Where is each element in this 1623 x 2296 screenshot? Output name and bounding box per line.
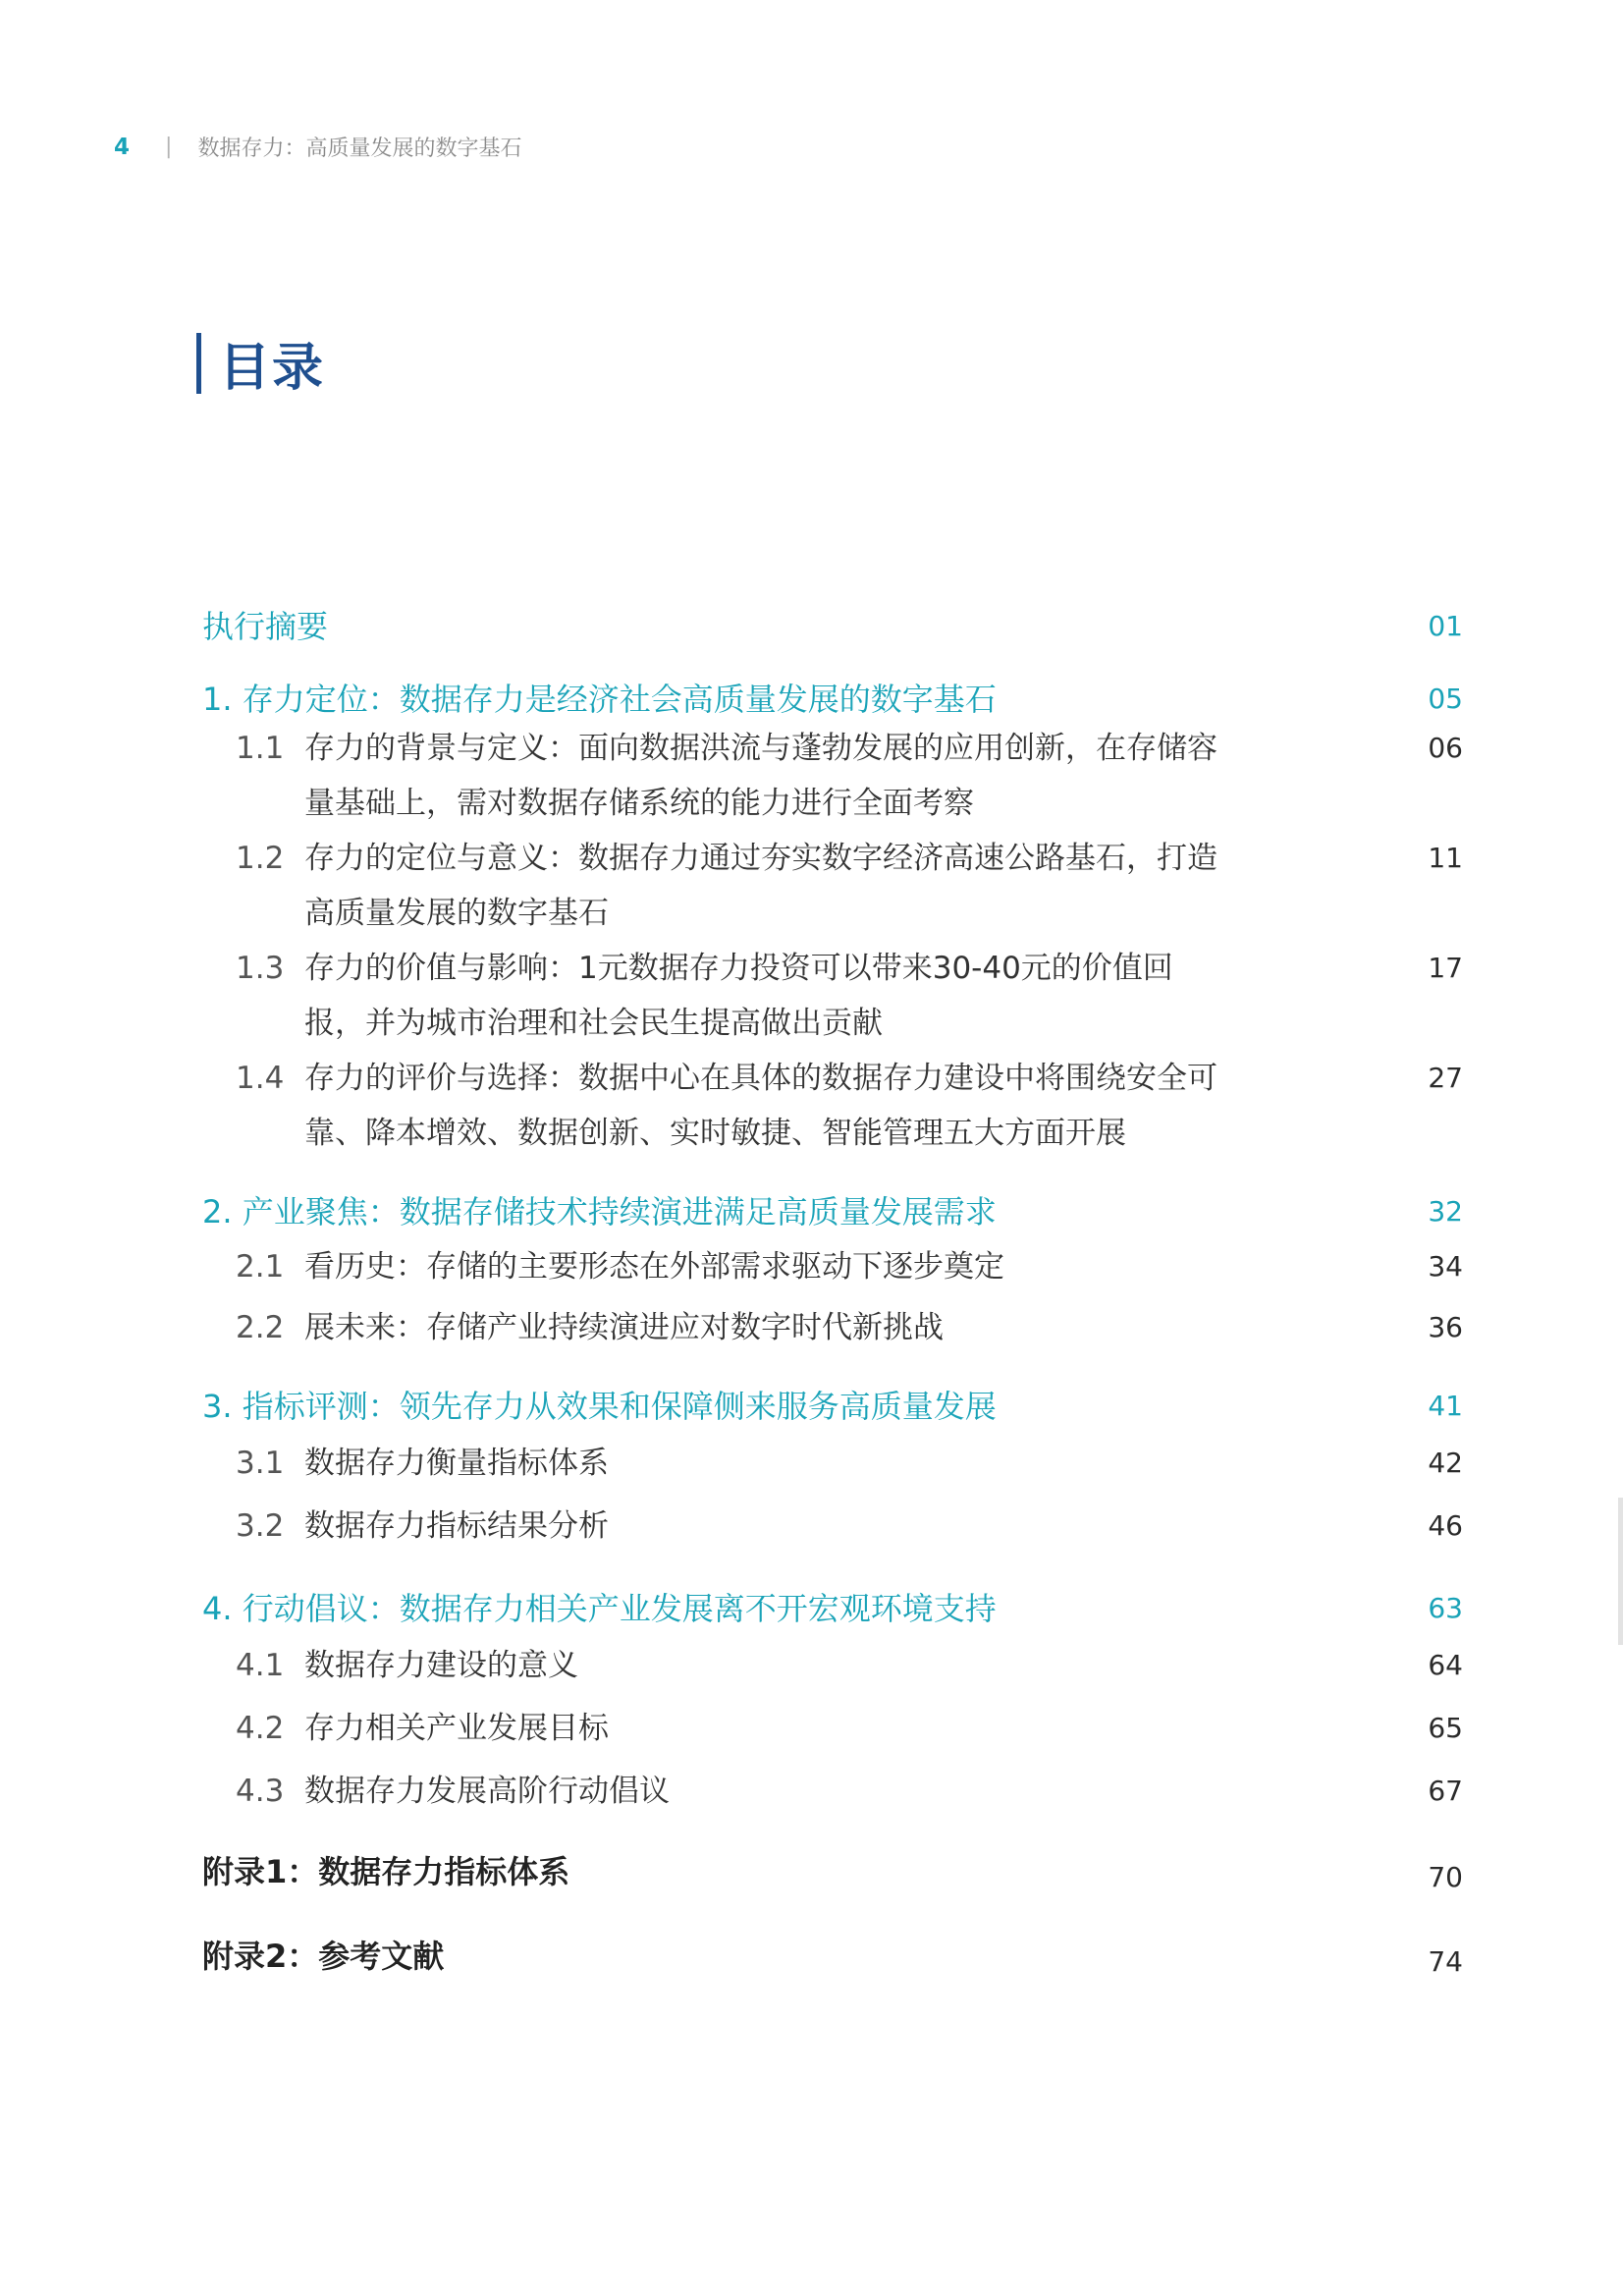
toc-entry-number: 4.3 bbox=[236, 1774, 285, 1809]
toc-entry-page: 70 bbox=[1428, 1861, 1463, 1893]
toc-entry-text: 存力的定位与意义：数据存力通过夯实数字经济高速公路基石，打造高质量发展的数字基石 bbox=[304, 841, 1217, 931]
edge-tab-marker bbox=[1618, 1498, 1623, 1645]
toc-entry-page: 64 bbox=[1428, 1649, 1463, 1681]
toc-entry-page: 36 bbox=[1428, 1311, 1463, 1343]
toc-entry-1-3[interactable] bbox=[202, 941, 1463, 1051]
toc-entry-page: 42 bbox=[1428, 1447, 1463, 1479]
toc-entry-text: 数据存力发展高阶行动倡议 bbox=[304, 1774, 670, 1809]
toc-entry-number: 4.2 bbox=[236, 1711, 285, 1746]
toc-entry-number: 1.3 bbox=[236, 951, 285, 986]
toc-entry-label bbox=[236, 1764, 1217, 1819]
toc-entry-page: 63 bbox=[1428, 1592, 1463, 1624]
toc-entry-label bbox=[236, 1239, 1217, 1294]
toc-entry-page: 74 bbox=[1428, 1945, 1463, 1978]
toc-entry-number: 1.4 bbox=[236, 1061, 285, 1096]
toc-entry-1-4[interactable] bbox=[202, 1051, 1463, 1161]
toc-entry-label: 1. 存力定位：数据存力是经济社会高质量发展的数字基石 bbox=[202, 681, 997, 718]
toc-entry-label: 3. 指标评测：领先存力从效果和保障侧来服务高质量发展 bbox=[202, 1388, 997, 1425]
toc-entry-3-2[interactable] bbox=[202, 1499, 1463, 1554]
toc-entry-4-3[interactable] bbox=[202, 1764, 1463, 1819]
toc-entry-label bbox=[236, 1051, 1217, 1161]
header-divider: | bbox=[165, 135, 173, 159]
toc-entry-label bbox=[236, 1499, 1217, 1554]
toc-entry-number: 3.2 bbox=[236, 1508, 285, 1544]
toc-entry-page: 17 bbox=[1428, 952, 1463, 984]
page-number: 4 bbox=[114, 134, 131, 160]
toc-entry-appendix-1[interactable] bbox=[202, 1850, 1463, 1905]
toc-entry-2-2[interactable] bbox=[202, 1300, 1463, 1355]
toc-entry-number: 2.2 bbox=[236, 1310, 285, 1345]
toc-entry-4-2[interactable] bbox=[202, 1701, 1463, 1756]
toc-entry-label bbox=[236, 1300, 1217, 1355]
toc-entry-label: 附录2：参考文献 bbox=[202, 1938, 445, 1975]
toc-entry-number: 1.1 bbox=[236, 731, 285, 766]
toc-entry-text: 数据存力指标结果分析 bbox=[304, 1508, 609, 1544]
toc-entry-number: 1.2 bbox=[236, 841, 285, 876]
toc-entry-section-1[interactable] bbox=[202, 678, 1463, 721]
toc-entry-3-1[interactable] bbox=[202, 1436, 1463, 1491]
toc-entry-text: 存力相关产业发展目标 bbox=[304, 1711, 609, 1746]
toc-entry-text: 展未来：存储产业持续演进应对数字时代新挑战 bbox=[304, 1310, 944, 1345]
toc-entry-number: 4.1 bbox=[236, 1648, 285, 1683]
toc-entry-text: 数据存力衡量指标体系 bbox=[304, 1446, 609, 1481]
toc-entry-text: 存力的评价与选择：数据中心在具体的数据存力建设中将围绕安全可靠、降本增效、数据创新、实时敏捷、智能管理五大方面开展 bbox=[304, 1061, 1217, 1151]
toc-entry-label bbox=[236, 831, 1217, 941]
toc-entry-section-3[interactable] bbox=[202, 1385, 1463, 1428]
toc-entry-text: 数据存力建设的意义 bbox=[304, 1648, 578, 1683]
toc-entry-label: 4. 行动倡议：数据存力相关产业发展离不开宏观环境支持 bbox=[202, 1590, 997, 1627]
toc-entry-label bbox=[236, 1701, 1217, 1756]
toc-entry-page: 46 bbox=[1428, 1509, 1463, 1542]
toc-entry-number: 3.1 bbox=[236, 1446, 285, 1481]
toc-entry-label: 2. 产业聚焦：数据存储技术持续演进满足高质量发展需求 bbox=[202, 1193, 997, 1230]
toc-entry-page: 05 bbox=[1428, 683, 1463, 715]
toc-entry-label bbox=[236, 941, 1217, 1051]
toc-entry-page: 41 bbox=[1428, 1390, 1463, 1422]
toc-entry-section-4[interactable] bbox=[202, 1587, 1463, 1630]
toc-entry-number: 2.1 bbox=[236, 1249, 285, 1285]
table-of-contents bbox=[202, 605, 1463, 1990]
toc-entry-4-1[interactable] bbox=[202, 1638, 1463, 1693]
toc-entry-page: 67 bbox=[1428, 1775, 1463, 1807]
toc-entry-section-2[interactable] bbox=[202, 1190, 1463, 1233]
toc-entry-1-1[interactable] bbox=[202, 721, 1463, 831]
toc-entry-2-1[interactable] bbox=[202, 1239, 1463, 1294]
toc-entry-page: 27 bbox=[1428, 1062, 1463, 1094]
page-header bbox=[114, 132, 521, 162]
toc-title: 目录 bbox=[219, 339, 326, 398]
heading-accent-bar bbox=[196, 333, 201, 394]
toc-entry-label bbox=[236, 1436, 1217, 1491]
toc-entry-page: 34 bbox=[1428, 1250, 1463, 1283]
toc-entry-text: 存力的价值与影响：1元数据存力投资可以带来30-40元的价值回报，并为城市治理和社会民生提高做出贡献 bbox=[304, 951, 1173, 1041]
toc-entry-label bbox=[236, 1638, 1217, 1693]
toc-entry-page: 01 bbox=[1428, 610, 1463, 642]
toc-entry-page: 32 bbox=[1428, 1195, 1463, 1228]
toc-entry-1-2[interactable] bbox=[202, 831, 1463, 941]
toc-entry-label: 附录1：数据存力指标体系 bbox=[202, 1853, 570, 1890]
toc-entry-summary[interactable] bbox=[202, 605, 1463, 648]
toc-entry-text: 存力的背景与定义：面向数据洪流与蓬勃发展的应用创新，在存储容量基础上，需对数据存储系统的能力进行全面考察 bbox=[304, 731, 1217, 821]
toc-entry-label: 执行摘要 bbox=[202, 608, 329, 645]
toc-entry-page: 11 bbox=[1428, 842, 1463, 874]
toc-entry-appendix-2[interactable] bbox=[202, 1935, 1463, 1990]
toc-heading bbox=[196, 326, 325, 400]
toc-entry-page: 06 bbox=[1428, 732, 1463, 764]
toc-entry-page: 65 bbox=[1428, 1712, 1463, 1744]
toc-entry-text: 看历史：存储的主要形态在外部需求驱动下逐步奠定 bbox=[304, 1249, 1004, 1285]
toc-entry-label bbox=[236, 721, 1217, 831]
document-title: 数据存力：高质量发展的数字基石 bbox=[197, 137, 522, 161]
